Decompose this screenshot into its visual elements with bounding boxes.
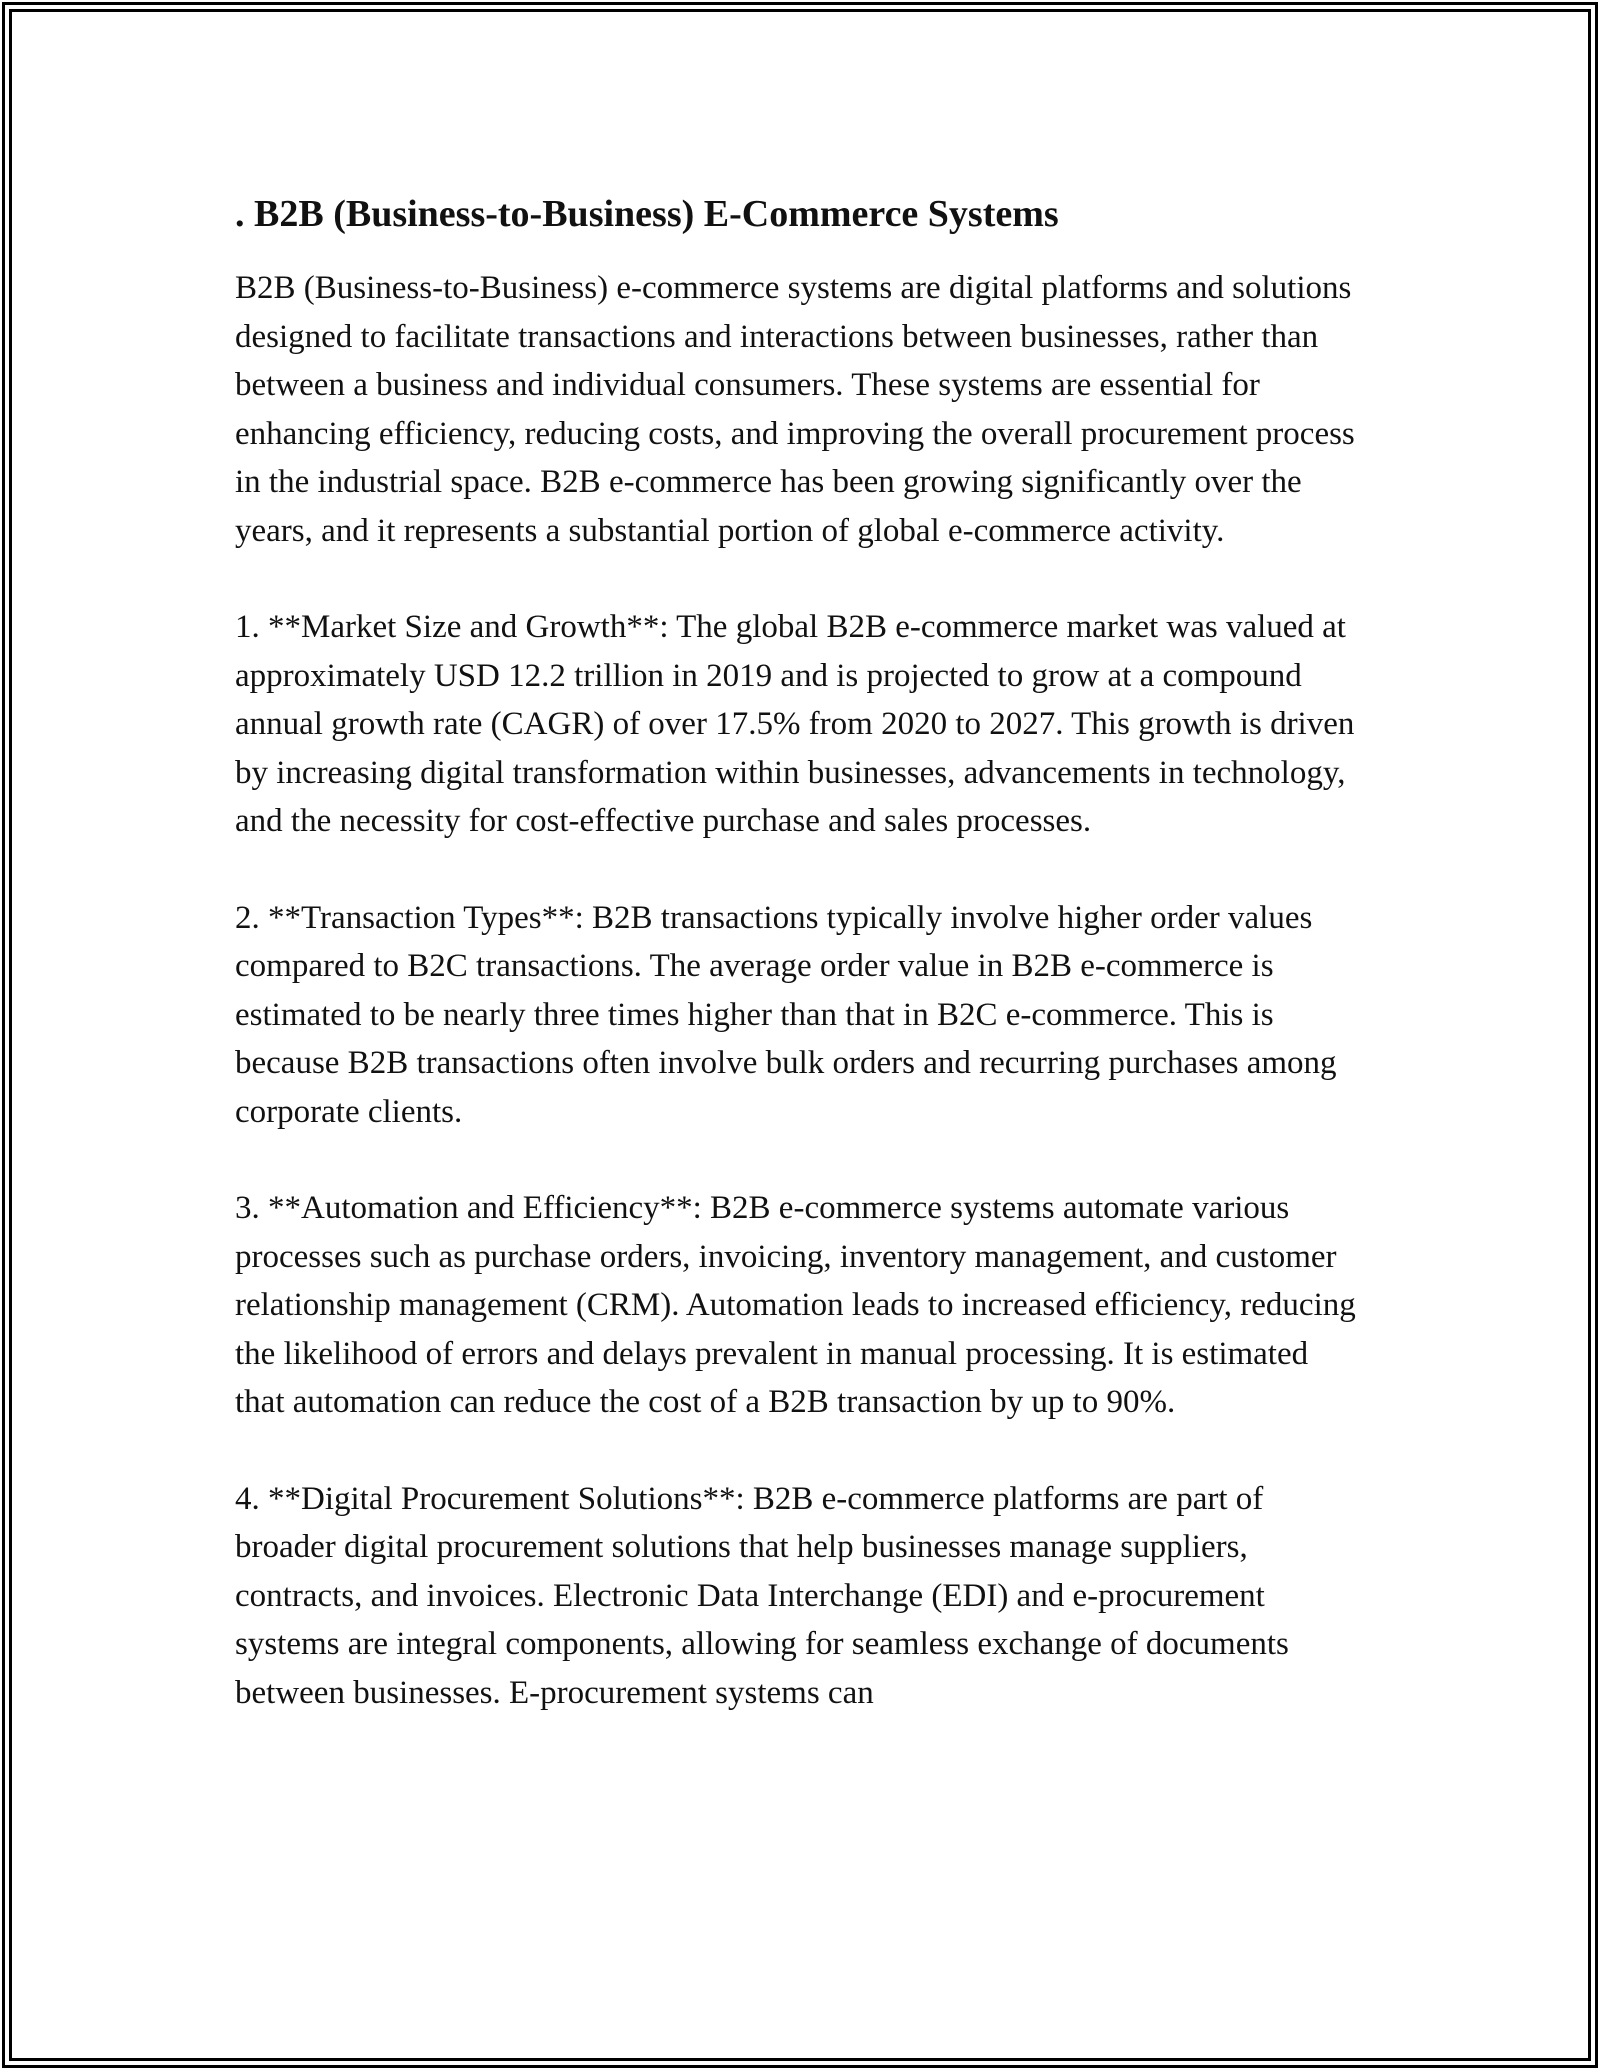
paragraph-transaction-types: 2. **Transaction Types**: B2B transactions typically involve higher order values compared to B2C transactions. The average order value in B2B e-commerce is estimated to be nearly three times higher than that in B2C e-commerce. This is because B2B transactions often involve bulk orders and recurring purchases among corporate clients. <box>235 899 1337 1130</box>
paragraph-market-size: 1. **Market Size and Growth**: The global B2B e-commerce market was valued at approximately USD 12.2 trillion in 2019 and is projected to grow at a compound annual growth rate (CAGR) of over 17.5% from 2020 to 2027. This growth is driven by increasing digital transformation within businesses, advancements in technology, and the necessity for cost-effective purchase and sales processes. <box>235 609 1355 839</box>
document-title: . B2B (Business-to-Business) E-Commerce Systems <box>235 193 1059 235</box>
document-body <box>235 186 1365 1765</box>
paragraph-digital-procurement: 4. **Digital Procurement Solutions**: B2B e-commerce platforms are part of broader digital procurement solutions that help businesses manage suppliers, contracts, and invoices. Electronic Data Interchange (EDI) and e-procurement systems are integral components, allowing for seamless exchange of documents between businesses. E-procurement systems can <box>235 1480 1289 1711</box>
paragraph-automation: 3. **Automation and Efficiency**: B2B e-commerce systems automate various processes such as purchase orders, invoicing, inventory management, and customer relationship management (CRM). Automation leads to increased efficiency, reducing the likelihood of errors and delays prevalent in manual processing. It is estimated that automation can reduce the cost of a B2B transaction by up to 90%. <box>235 1190 1356 1420</box>
paragraph-intro: B2B (Business-to-Business) e-commerce systems are digital platforms and solutions designed to facilitate transactions and interactions between businesses, rather than between a business and individual consumers. These systems are essential for enhancing efficiency, reducing costs, and improving the overall procurement process in the industrial space. B2B e-commerce has been growing significantly over the years, and it represents a substantial portion of global e-commerce activity. <box>235 270 1355 549</box>
